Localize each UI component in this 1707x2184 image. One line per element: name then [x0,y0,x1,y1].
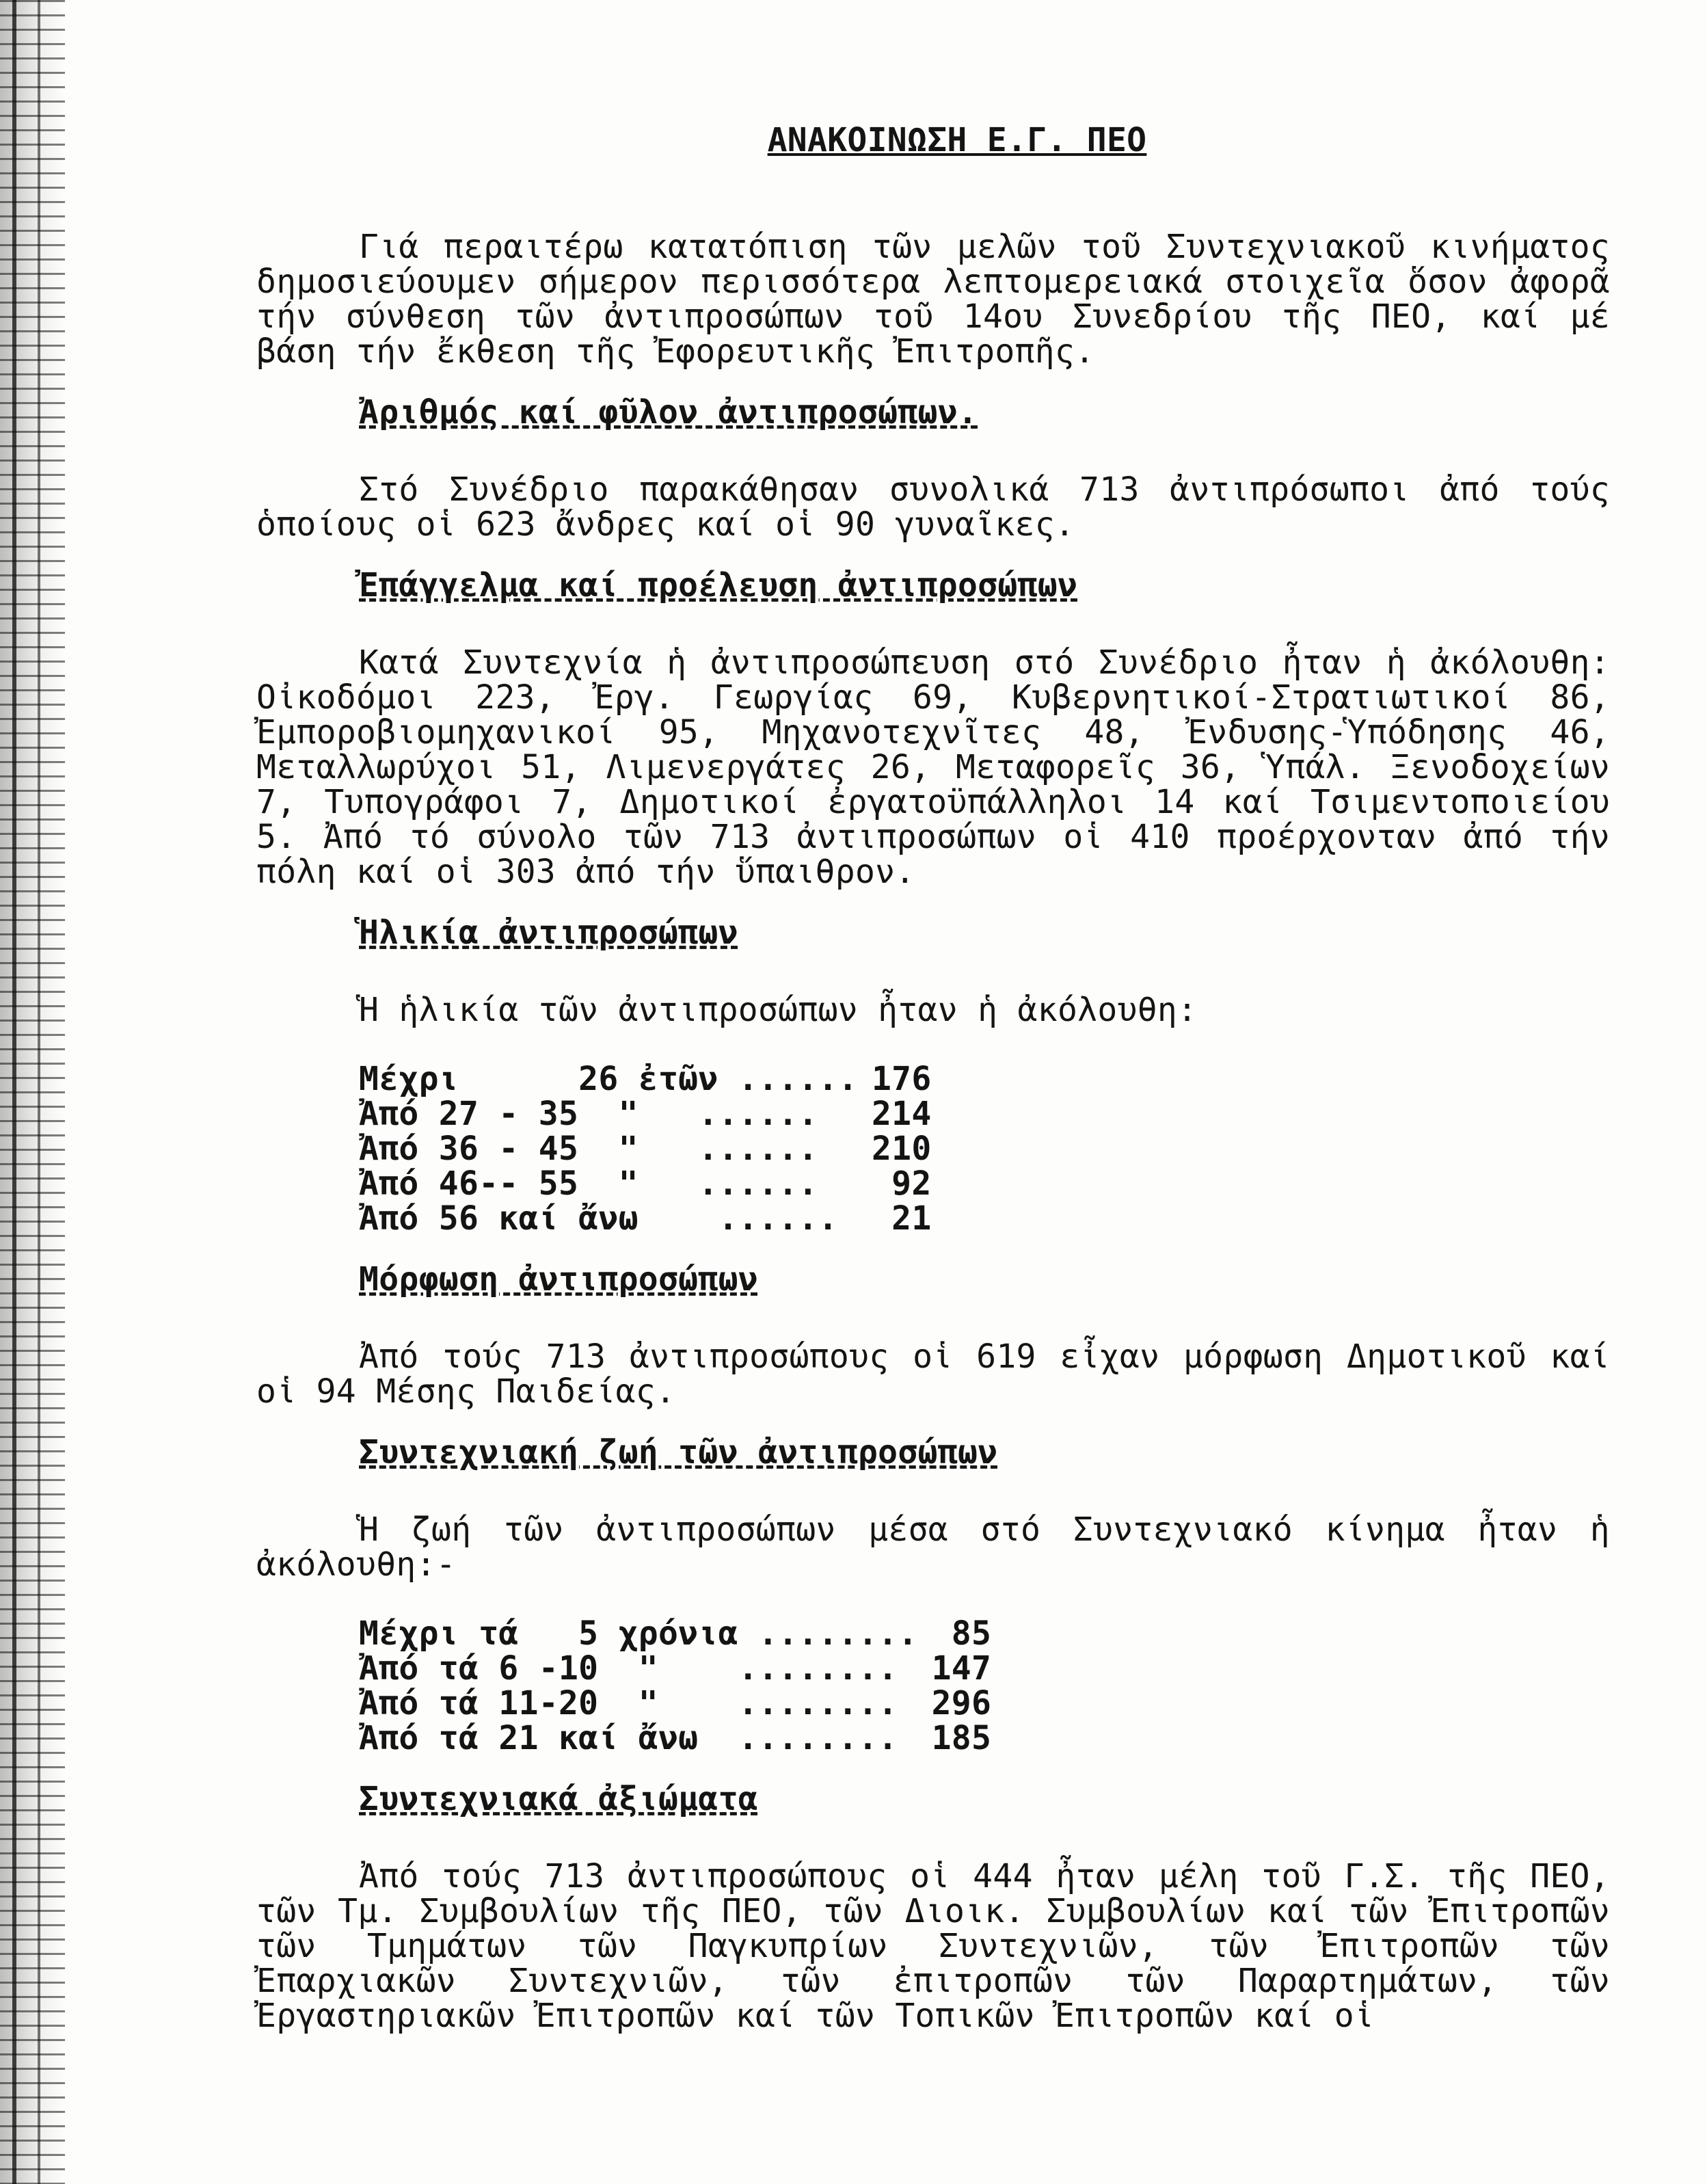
paragraph-number-gender: Στό Συνέδριο παρακάθησαν συνολικά 713 ἀντιπρόσωποι ἀπό τούς ὁποίους οἱ 623 ἄνδρες καί οἱ 90 γυναῖκες. [256,470,1610,544]
paragraph-profession-origin: Κατά Συντεχνία ἡ ἀντιπροσώπευση στό Συνέδριο ἦταν ἡ ἀκόλουθη: Οἰκοδόμοι 223, Ἐργ. Γεωργίας 69, Κυβερνητικοί-Στρατιωτικοί 86, Ἐμποροβιομηχανικοί 95, Μηχανοτεχνῖτες 48, Ἐνδυσης-Ὑπόδησης 46, Μεταλλωρύχοι 51, Λιμενεργάτες 26, Μεταφορεῖς 36, Ὑπάλ. Ξενοδοχείων 7, Τυπογράφοι 7, Δημοτικοί ἐργατοϋπάλληλοι 14 καί Τσιμεντοποιείου 5. Ἀπό τό σύνολο τῶν 713 ἀντιπροσώπων οἱ 410 προέρχονταν ἀπό τήν πόλη καί οἱ 303 ἀπό τήν ὕπαιθρον. [256,643,1610,891]
row-value: 176 [871,1060,932,1098]
heading-union-posts: Συντεχνιακά ἀξιώματα [359,1780,758,1818]
row-label: Ἀπό τά 11-20 " ........ [359,1684,898,1722]
row-label: Ἀπό 56 καί ἄνω ...... [359,1199,838,1238]
table-row [359,1062,932,1097]
row-label: Ἀπό τά 6 -10 " ........ [359,1649,898,1688]
document-body [256,123,1610,2034]
row-value: 296 [931,1684,992,1722]
document-title: ΑΝΑΚΟΙΝΩΣΗ Ε.Γ. ΠΕΟ [767,121,1147,159]
row-value: 210 [871,1130,932,1168]
paragraph-education: Ἀπό τούς 713 ἀντιπροσώπους οἱ 619 εἶχαν μόρφωση Δημοτικοῦ καί οἱ 94 Μέσης Παιδείας. [256,1337,1610,1411]
paragraph-age: Ἡ ἡλικία τῶν ἀντιπροσώπων ἦταν ἡ ἀκόλουθη: [359,991,1198,1029]
heading-number-gender: Ἀριθμός καί φῦλον ἀντιπροσώπων. [359,393,978,431]
row-value: 185 [931,1719,992,1757]
heading-union-life: Συντεχνιακή ζωή τῶν ἀντιπροσώπων [359,1433,998,1471]
table-row [359,1721,991,1756]
table-row [359,1686,991,1721]
row-value: 92 [891,1164,932,1203]
paragraph-union-life: Ἡ ζωή τῶν ἀντιπροσώπων μέσα στό Συντεχνιακό κίνημα ἦταν ἡ ἀκόλουθη:- [256,1510,1610,1584]
heading-education: Μόρφωση ἀντιπροσώπων [359,1260,758,1299]
row-label: Μέχρι 26 ἐτῶν ...... [359,1060,858,1098]
row-value: 147 [931,1649,992,1688]
intro-paragraph: Γιά περαιτέρω κατατόπιση τῶν μελῶν τοῦ Συντεχνιακοῦ κινήματος δημοσιεύουμεν σήμερον περισσότερα λεπτομερειακά στοιχεῖα ὅσον ἀφορᾶ τήν σύνθεση τῶν ἀντιπροσώπων τοῦ 14ου Συνεδρίου τῆς ΠΕΟ, καί μέ βάση τήν ἔκθεση τῆς Ἐφορευτικῆς Ἐπιτροπῆς. [256,228,1610,371]
union-life-table [359,1616,991,1756]
table-row [359,1201,932,1236]
table-row [359,1097,932,1132]
binding-edge [0,0,65,2184]
paragraph-union-posts: Ἀπό τούς 713 ἀντιπροσώπους οἱ 444 ἦταν μέλη τοῦ Γ.Σ. τῆς ΠΕΟ, τῶν Τμ. Συμβουλίων τῆς ΠΕΟ, τῶν Διοικ. Συμβουλίων καί τῶν Ἐπιτροπῶν τῶν Τμημάτων τῶν Παγκυπρίων Συντεχνιῶν, τῶν Ἐπιτροπῶν τῶν Ἐπαρχιακῶν Συντεχνιῶν, τῶν ἐπιτροπῶν τῶν Παραρτημάτων, τῶν Ἐργαστηριακῶν Ἐπιτροπῶν καί τῶν Τοπικῶν Ἐπιτροπῶν καί οἱ [256,1857,1610,2035]
row-label: Ἀπό 36 - 45 " ...... [359,1130,818,1168]
row-label: Μέχρι τά 5 χρόνια ........ [359,1614,918,1653]
row-value: 214 [871,1095,932,1133]
table-row [359,1132,932,1167]
table-row [359,1651,991,1686]
row-label: Ἀπό 46-- 55 " ...... [359,1164,818,1203]
heading-age: Ἡλικία ἀντιπροσώπων [359,914,738,952]
table-row [359,1167,932,1201]
row-label: Ἀπό 27 - 35 " ...... [359,1095,818,1133]
row-value: 85 [951,1614,992,1653]
heading-profession-origin: Ἐπάγγελμα καί προέλευση ἀντιπροσώπων [359,566,1078,604]
row-value: 21 [891,1199,932,1238]
table-row [359,1616,991,1651]
row-label: Ἀπό τά 21 καί ἄνω ........ [359,1719,898,1757]
age-table [359,1062,932,1236]
